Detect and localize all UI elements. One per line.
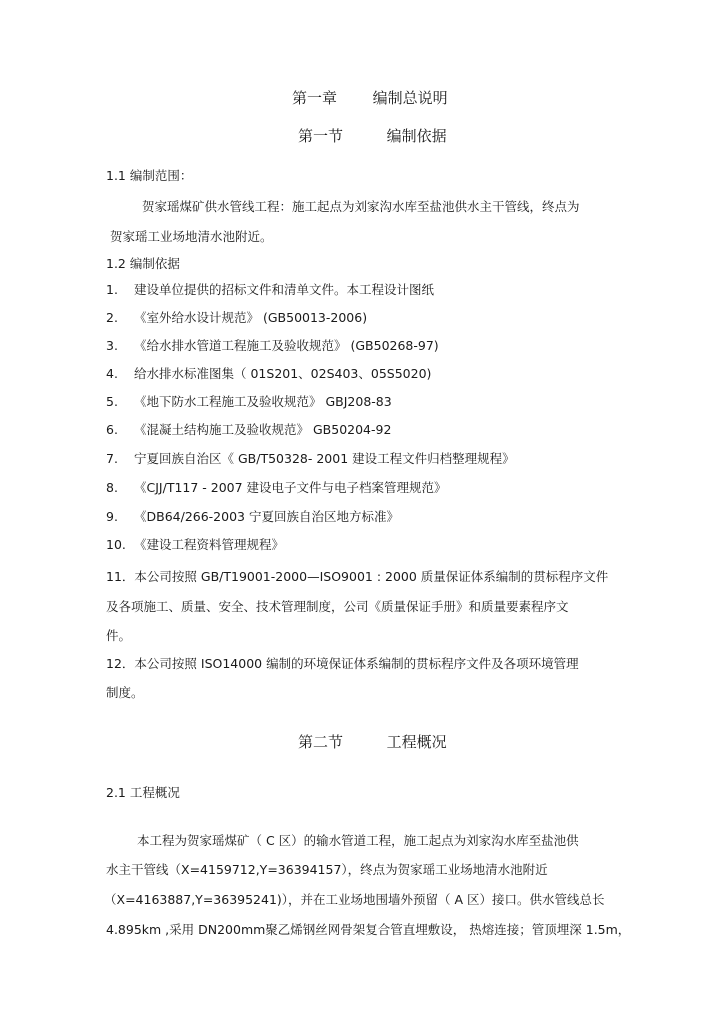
section2-title — [298, 732, 447, 752]
heading-1-2: 1.2 编制依据 — [106, 256, 180, 271]
basis-item — [106, 451, 515, 467]
chapter-name: 编制总说明 — [372, 89, 448, 107]
item11-line3: 件。 — [106, 628, 132, 643]
basis-item — [106, 422, 391, 438]
heading-2-1: 2.1 工程概况 — [106, 785, 180, 800]
basis-item-text: 建设单位提供的招标文件和清单文件。本工程设计图纸 — [134, 282, 435, 297]
basis-item-text: 《室外给水设计规范》 (GB50013-2006) — [134, 310, 368, 325]
basis-item-text: 《地下防水工程施工及验收规范》 GBJ208-83 — [134, 394, 392, 409]
section2-number: 第二节 — [298, 733, 344, 751]
basis-item — [106, 480, 447, 496]
section1-name: 编制依据 — [386, 127, 447, 145]
basis-item — [106, 394, 392, 410]
chapter-title — [292, 88, 448, 108]
item12-line1: 12．本公司按照 ISO14000 编制的环境保证体系编制的贯标程序文件及各项环境管理 — [106, 656, 579, 671]
basis-item-number: 4. — [106, 366, 118, 381]
item11-line2: 及各项施工、质量、安全、技术管理制度，公司《质量保证手册》和质量要素程序文 — [106, 599, 569, 614]
overview-line3: （X=4163887,Y=36395241)），并在工业场地围墙外预留（ A 区）接口。供水管线总长 — [104, 892, 605, 907]
scope-para-line1: 贺家瑶煤矿供水管线工程：施工起点为刘家沟水库至盐池供水主干管线，终点为 — [142, 199, 580, 214]
basis-item-number: 10. — [106, 537, 126, 552]
section1-number: 第一节 — [298, 127, 344, 145]
basis-item-text: 给水排水标准图集（ 01S201、02S403、05S5020) — [134, 366, 432, 381]
basis-item-number: 3. — [106, 338, 118, 353]
heading-1-1: 1.1 编制范围： — [106, 168, 193, 183]
basis-item — [106, 338, 439, 354]
item11-line1: 11．本公司按照 GB/T19001-2000—ISO9001 : 2000 质量保证体系编制的贯标程序文件 — [106, 569, 609, 584]
basis-item-number: 6. — [106, 422, 118, 437]
basis-item-number: 7. — [106, 451, 118, 466]
basis-item-number: 8. — [106, 480, 118, 495]
chapter-number: 第一章 — [292, 89, 338, 107]
basis-item — [106, 310, 367, 326]
basis-item — [106, 537, 284, 553]
basis-item — [106, 366, 431, 382]
basis-item-text: 《混凝土结构施工及验收规范》 GB50204-92 — [134, 422, 392, 437]
basis-item — [106, 282, 434, 298]
basis-item-text: 《CJJ/T117 - 2007 建设电子文件与电子档案管理规范》 — [134, 480, 447, 495]
scope-para-line2: 贺家瑶工业场地清水池附近。 — [110, 229, 273, 244]
basis-item-text: 《建设工程资料管理规程》 — [134, 537, 285, 552]
overview-line1: 本工程为贺家瑶煤矿（ C 区）的输水管道工程，施工起点为刘家沟水库至盐池供 — [137, 833, 579, 848]
basis-item-number: 2. — [106, 310, 118, 325]
overview-line2: 水主干管线（X=4159712,Y=36394157），终点为贺家瑶工业场地清水池附近 — [106, 862, 548, 877]
section2-name: 工程概况 — [386, 733, 447, 751]
item12-line2: 制度。 — [106, 685, 144, 700]
basis-item-number: 5. — [106, 394, 118, 409]
overview-line4: 4.895km ,采用 DN200mm聚乙烯钢丝网骨架复合管直埋敷设， 热熔连接；管顶埋深 1.5m， — [106, 922, 631, 937]
basis-item-text: 宁夏回族自治区《 GB/T50328- 2001 建设工程文件归档整理规程》 — [134, 451, 515, 466]
basis-item-number: 9. — [106, 509, 118, 524]
basis-item-number: 1. — [106, 282, 118, 297]
basis-item-text: 《DB64/266-2003 宁夏回族自治区地方标准》 — [134, 509, 399, 524]
basis-item — [106, 509, 399, 525]
basis-item-text: 《给水排水管道工程施工及验收规范》 (GB50268-97) — [134, 338, 439, 353]
section1-title — [298, 126, 447, 146]
